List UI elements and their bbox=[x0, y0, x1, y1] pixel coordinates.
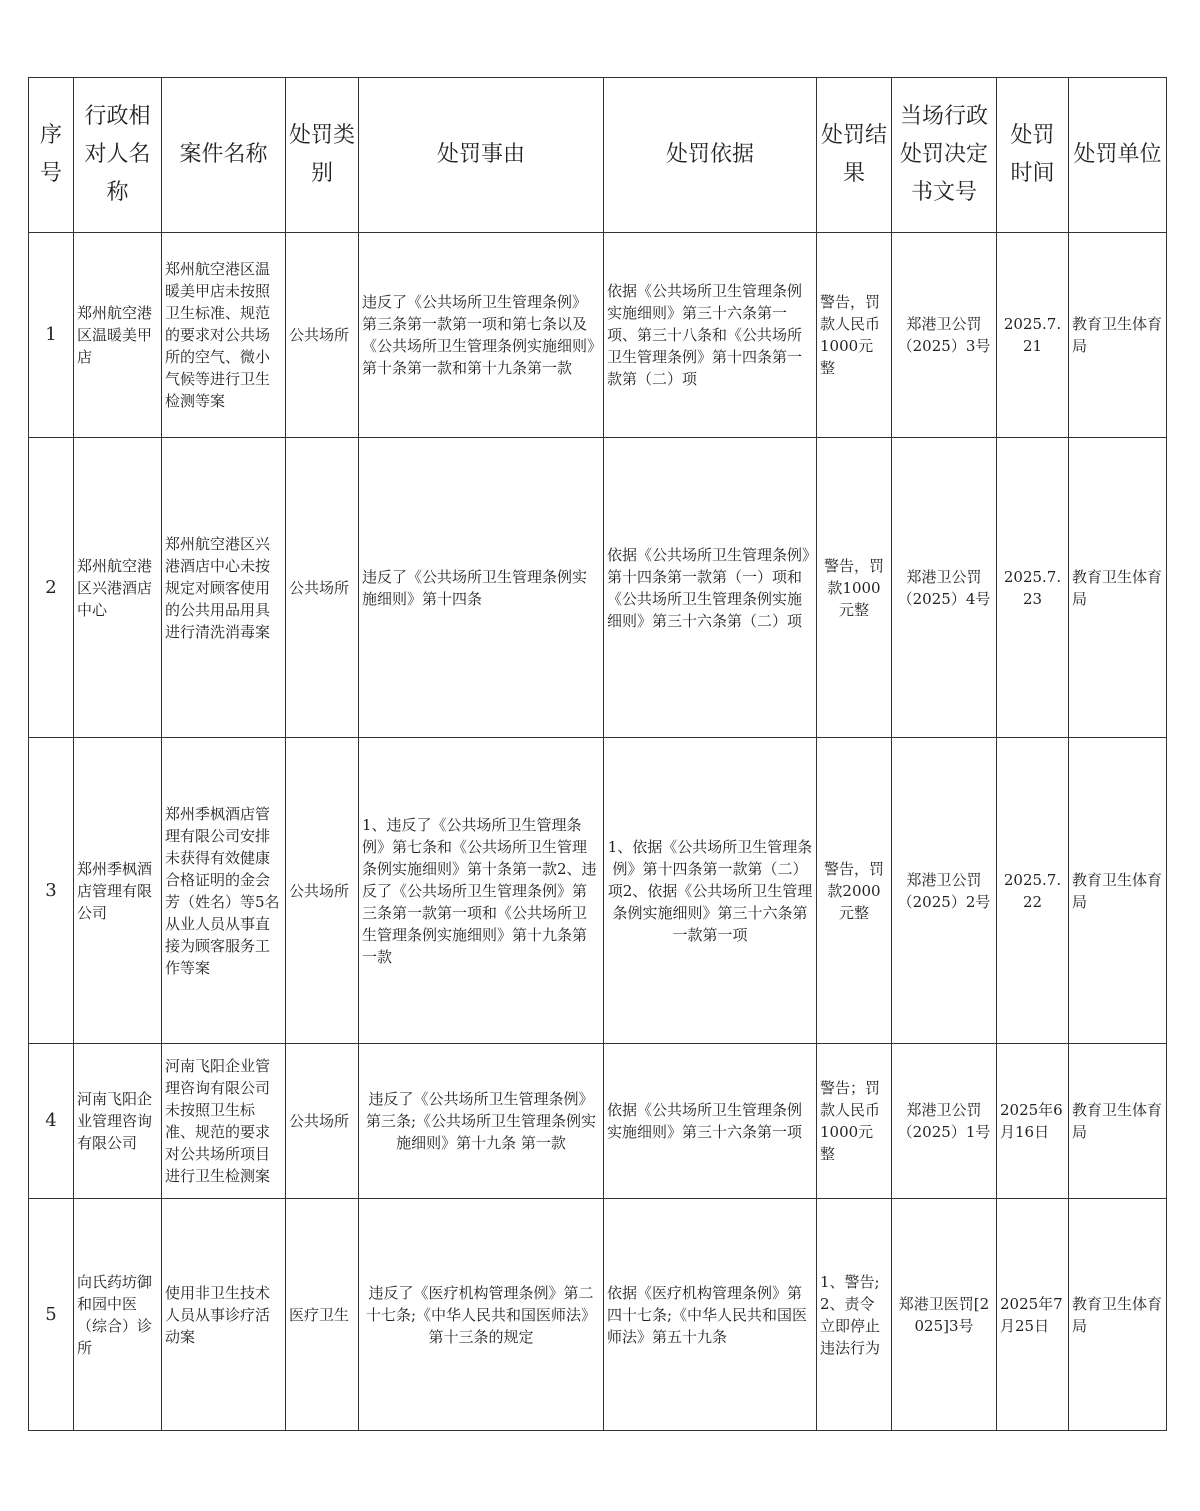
table-row bbox=[29, 1044, 1167, 1199]
cell-index: 1 bbox=[29, 233, 74, 438]
cell-result: 警告；罚款人民币1000元整 bbox=[817, 1044, 892, 1199]
cell-index: 5 bbox=[29, 1199, 74, 1431]
cell-date: 2025.7.22 bbox=[997, 738, 1069, 1044]
cell-index: 4 bbox=[29, 1044, 74, 1199]
cell-reason: 违反了《公共场所卫生管理条例》第三条第一款第一项和第七条以及《公共场所卫生管理条例实施细则》第十条第一款和第十九条第一款 bbox=[359, 233, 604, 438]
cell-unit: 教育卫生体育局 bbox=[1069, 738, 1167, 1044]
cell-date: 2025年6月16日 bbox=[997, 1044, 1069, 1199]
cell-doc-no: 郑港卫公罚（2025）3号 bbox=[892, 233, 997, 438]
cell-reason: 违反了《医疗机构管理条例》第二十七条;《中华人民共和国医师法》第十三条的规定 bbox=[359, 1199, 604, 1431]
cell-unit: 教育卫生体育局 bbox=[1069, 1199, 1167, 1431]
header-party: 行政相对人名称 bbox=[74, 78, 162, 233]
cell-index: 2 bbox=[29, 438, 74, 738]
table-row bbox=[29, 738, 1167, 1044]
header-result: 处罚结果 bbox=[817, 78, 892, 233]
cell-reason: 违反了《公共场所卫生管理条例实施细则》第十四条 bbox=[359, 438, 604, 738]
cell-result: 警告，罚款2000元整 bbox=[817, 738, 892, 1044]
cell-basis: 依据《公共场所卫生管理条例实施细则》第三十六条第一项 bbox=[604, 1044, 817, 1199]
cell-doc-no: 郑港卫公罚（2025）2号 bbox=[892, 738, 997, 1044]
header-row bbox=[29, 78, 1167, 233]
cell-case: 河南飞阳企业管理咨询有限公司未按照卫生标准、规范的要求对公共场所项目进行卫生检测案 bbox=[162, 1044, 286, 1199]
cell-basis: 依据《公共场所卫生管理条例实施细则》第三十六条第一项、第三十八条和《公共场所卫生管理条例》第十四条第一款第（二）项 bbox=[604, 233, 817, 438]
cell-case: 使用非卫生技术人员从事诊疗活动案 bbox=[162, 1199, 286, 1431]
cell-category: 公共场所 bbox=[286, 738, 359, 1044]
cell-category: 医疗卫生 bbox=[286, 1199, 359, 1431]
header-category: 处罚类别 bbox=[286, 78, 359, 233]
penalty-table bbox=[28, 77, 1167, 1431]
cell-case: 郑州季枫酒店管理有限公司安排未获得有效健康合格证明的金会芳（姓名）等5名从业人员从事直接为顾客服务工作等案 bbox=[162, 738, 286, 1044]
cell-party: 向氏药坊御和园中医（综合）诊所 bbox=[74, 1199, 162, 1431]
cell-party: 郑州航空港区兴港酒店中心 bbox=[74, 438, 162, 738]
cell-category: 公共场所 bbox=[286, 233, 359, 438]
cell-date: 2025.7.21 bbox=[997, 233, 1069, 438]
cell-basis: 依据《公共场所卫生管理条例》第十四条第一款第（一）项和《公共场所卫生管理条例实施细则》第三十六条第（二）项 bbox=[604, 438, 817, 738]
cell-category: 公共场所 bbox=[286, 438, 359, 738]
table-row bbox=[29, 1199, 1167, 1431]
cell-date: 2025年7月25日 bbox=[997, 1199, 1069, 1431]
cell-index: 3 bbox=[29, 738, 74, 1044]
cell-category: 公共场所 bbox=[286, 1044, 359, 1199]
cell-result: 1、警告;2、责令立即停止违法行为 bbox=[817, 1199, 892, 1431]
cell-case: 郑州航空港区兴港酒店中心未按规定对顾客使用的公共用品用具进行清洗消毒案 bbox=[162, 438, 286, 738]
cell-reason: 违反了《公共场所卫生管理条例》第三条;《公共场所卫生管理条例实施细则》第十九条 第一款 bbox=[359, 1044, 604, 1199]
header-doc-no: 当场行政处罚决定书文号 bbox=[892, 78, 997, 233]
cell-unit: 教育卫生体育局 bbox=[1069, 1044, 1167, 1199]
cell-basis: 依据《医疗机构管理条例》第四十七条;《中华人民共和国医师法》第五十九条 bbox=[604, 1199, 817, 1431]
cell-doc-no: 郑港卫医罚[2025]3号 bbox=[892, 1199, 997, 1431]
cell-result: 警告，罚款人民币1000元整 bbox=[817, 233, 892, 438]
table-row bbox=[29, 233, 1167, 438]
cell-case: 郑州航空港区温暖美甲店未按照卫生标准、规范的要求对公共场所的空气、微小气候等进行卫生检测等案 bbox=[162, 233, 286, 438]
header-index: 序号 bbox=[29, 78, 74, 233]
cell-date: 2025.7.23 bbox=[997, 438, 1069, 738]
cell-doc-no: 郑港卫公罚（2025）1号 bbox=[892, 1044, 997, 1199]
cell-reason: 1、违反了《公共场所卫生管理条例》第七条和《公共场所卫生管理条例实施细则》第十条第一款2、违反了《公共场所卫生管理条例》第三条第一款第一项和《公共场所卫生管理条例实施细则》第十九条第一款 bbox=[359, 738, 604, 1044]
table-row bbox=[29, 438, 1167, 738]
cell-unit: 教育卫生体育局 bbox=[1069, 438, 1167, 738]
header-basis: 处罚依据 bbox=[604, 78, 817, 233]
header-case: 案件名称 bbox=[162, 78, 286, 233]
cell-basis: 1、依据《公共场所卫生管理条例》第十四条第一款第（二）项2、依据《公共场所卫生管理条例实施细则》第三十六条第一款第一项 bbox=[604, 738, 817, 1044]
header-reason: 处罚事由 bbox=[359, 78, 604, 233]
cell-party: 郑州航空港区温暖美甲店 bbox=[74, 233, 162, 438]
header-unit: 处罚单位 bbox=[1069, 78, 1167, 233]
cell-result: 警告，罚款1000元整 bbox=[817, 438, 892, 738]
cell-party: 郑州季枫酒店管理有限公司 bbox=[74, 738, 162, 1044]
header-date: 处罚时间 bbox=[997, 78, 1069, 233]
penalty-table-wrapper bbox=[28, 77, 1166, 1431]
cell-doc-no: 郑港卫公罚（2025）4号 bbox=[892, 438, 997, 738]
cell-party: 河南飞阳企业管理咨询有限公司 bbox=[74, 1044, 162, 1199]
cell-unit: 教育卫生体育局 bbox=[1069, 233, 1167, 438]
